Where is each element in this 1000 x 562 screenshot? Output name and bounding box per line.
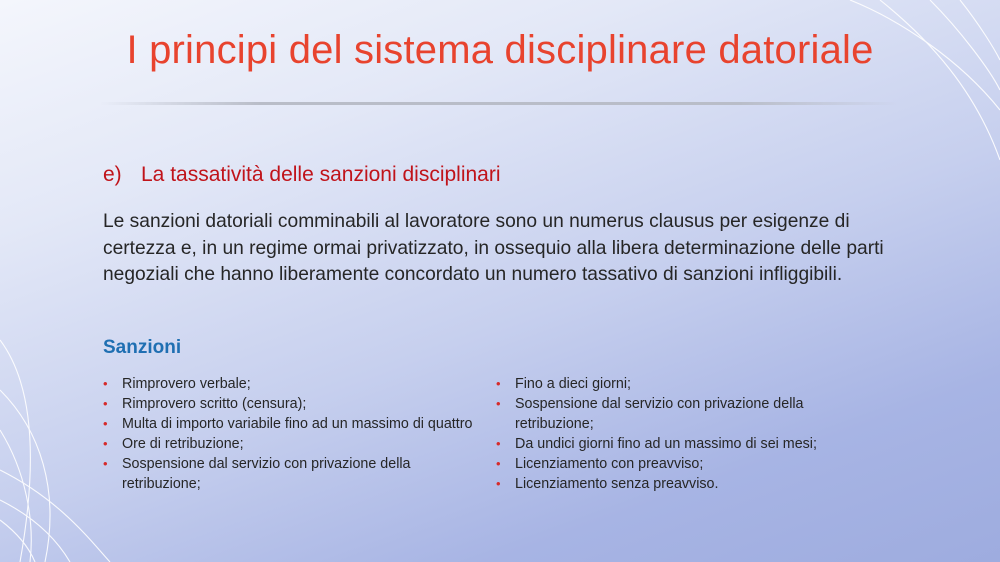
bullet-icon: • bbox=[496, 476, 501, 491]
list-item-text: Licenziamento senza preavviso. bbox=[515, 476, 719, 492]
list-item bbox=[496, 454, 848, 474]
list-item-text: Rimprovero scritto (censura); bbox=[122, 396, 307, 412]
sanctions-list-right bbox=[496, 374, 848, 494]
list-item bbox=[496, 394, 848, 434]
bullet-icon: • bbox=[103, 416, 108, 431]
list-item-text: Fino a dieci giorni; bbox=[515, 376, 632, 392]
bullet-icon: • bbox=[103, 436, 108, 451]
body-paragraph: Le sanzioni datoriali comminabili al lavoratore sono un numerus clausus per esigenze di certezza e, in un regime ormai privatizzato, in ossequio alla libera determinazione delle parti negoziali che hanno liberamente concordato un numero tassativo di sanzioni infliggibili. bbox=[103, 211, 884, 285]
subtitle-text: La tassatività delle sanzioni disciplinari bbox=[141, 163, 501, 186]
list-item bbox=[496, 434, 848, 454]
bullet-icon: • bbox=[496, 456, 501, 471]
section-subtitle bbox=[103, 163, 501, 187]
list-item-text: Rimprovero verbale; bbox=[122, 376, 251, 392]
list-item bbox=[496, 374, 848, 394]
bullet-icon: • bbox=[103, 376, 108, 391]
list-item bbox=[496, 474, 848, 494]
bullet-icon: • bbox=[496, 376, 501, 391]
list-item-text: Sospensione dal servizio con privazione della retribuzione; bbox=[515, 396, 804, 432]
bullet-icon: • bbox=[103, 396, 108, 411]
bullet-icon: • bbox=[103, 456, 108, 471]
list-item bbox=[103, 414, 475, 434]
list-item-text: Licenziamento con preavviso; bbox=[515, 456, 704, 472]
list-item bbox=[103, 394, 475, 414]
sanctions-list-left bbox=[103, 374, 475, 494]
list-item bbox=[103, 434, 475, 454]
list-item-text: Multa di importo variabile fino ad un massimo di quattro bbox=[122, 416, 473, 432]
bullet-icon: • bbox=[496, 436, 501, 451]
list-item-text: Sospensione dal servizio con privazione della retribuzione; bbox=[122, 456, 411, 492]
list-item bbox=[103, 454, 475, 494]
subtitle-number: e) bbox=[103, 163, 122, 186]
sanctions-heading: Sanzioni bbox=[103, 337, 182, 358]
slide-title: I principi del sistema disciplinare datoriale bbox=[126, 28, 874, 72]
list-item bbox=[103, 374, 475, 394]
list-item-text: Da undici giorni fino ad un massimo di sei mesi; bbox=[515, 436, 817, 452]
bullet-icon: • bbox=[496, 396, 501, 411]
list-item-text: Ore di retribuzione; bbox=[122, 436, 244, 452]
title-divider bbox=[100, 102, 900, 105]
